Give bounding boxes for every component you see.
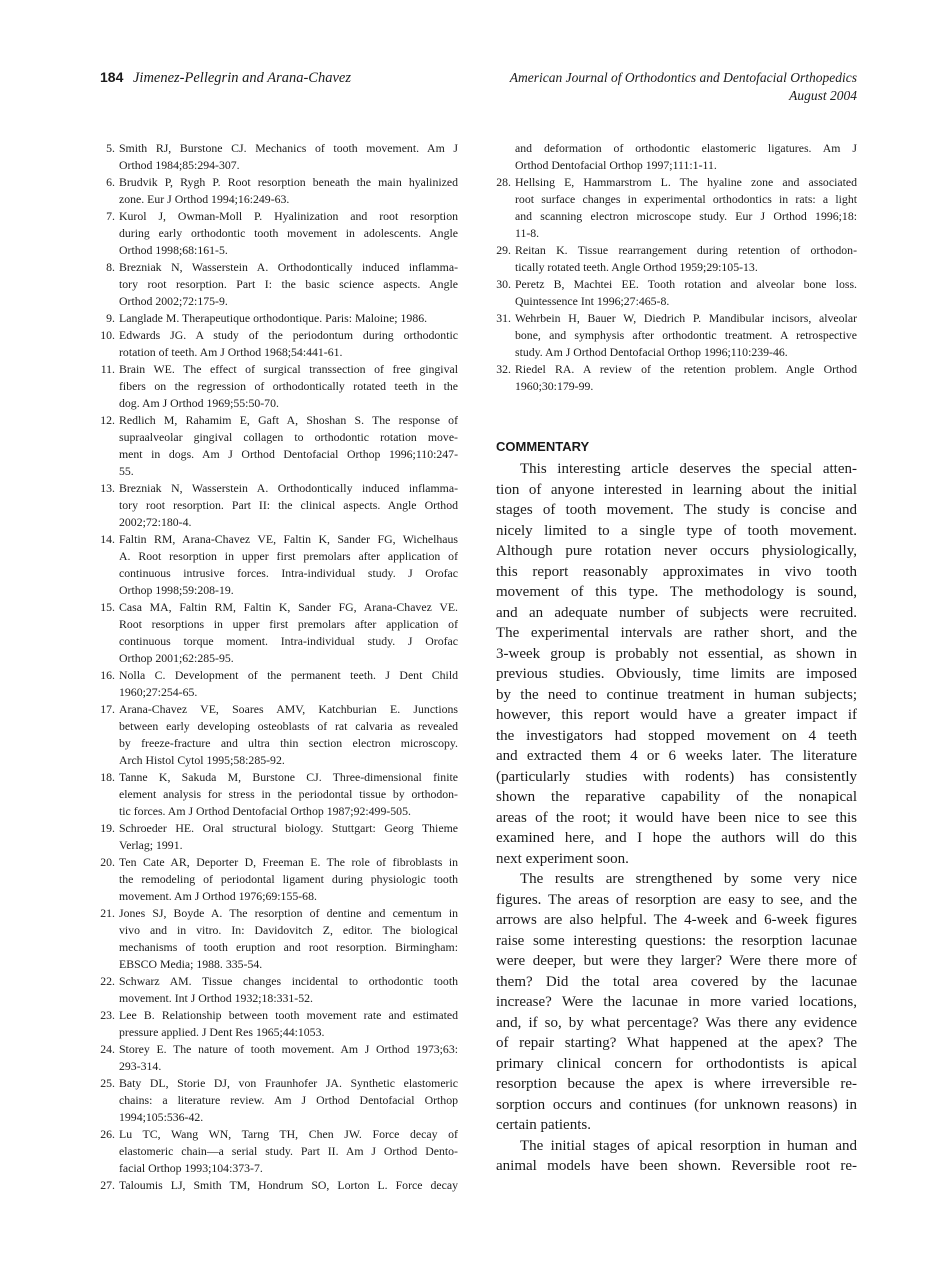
reference-line: 55. (119, 464, 134, 478)
reference-number: 10. (100, 328, 115, 342)
reference-line: A. Root resorption in upper first premolars after application of (119, 549, 458, 563)
reference-line: Schwarz AM. Tissue changes incidental to orthodontic tooth (119, 974, 458, 988)
reference-line: zone. Eur J Orthod 1994;16:249-63. (119, 192, 290, 206)
commentary-paragraph (496, 1136, 857, 1177)
reference-number: 7. (106, 209, 115, 223)
commentary-line: primary clinical concern for orthodontists is apical (496, 1055, 857, 1072)
reference-item (496, 276, 857, 310)
reference-item (100, 208, 458, 259)
reference-line: during early orthodontic tooth movement in adolescents. Angle (119, 226, 458, 240)
commentary-line: examined here, and I hope the authors will do this (496, 830, 857, 846)
reference-item (100, 412, 458, 480)
reference-item (100, 310, 458, 327)
reference-line: Schroeder HE. Oral structural biology. Stuttgart: Georg Thieme (119, 821, 458, 835)
reference-number: 14. (100, 532, 115, 546)
reference-line: Root resorptions in upper first premolars after application of (119, 617, 458, 631)
commentary-heading: COMMENTARY (496, 439, 590, 454)
commentary-line: and an adequate number of subjects were recruited. (496, 604, 857, 621)
reference-number: 18. (100, 770, 115, 784)
commentary-line: nicely limited to a single type of tooth movement. (496, 522, 857, 539)
reference-item (100, 820, 458, 854)
reference-item (100, 973, 458, 1007)
commentary-line: increase? Were the lacunae in more varied locations, (496, 994, 857, 1010)
reference-line: Lee B. Relationship between tooth movement rate and estimated (119, 1008, 458, 1022)
commentary-line: certain patients. (496, 1117, 591, 1133)
reference-number: 22. (100, 974, 115, 988)
commentary-line: previous studies. Obviously, time limits are imposed (496, 666, 857, 682)
reference-line: Wehrbein H, Bauer W, Diedrich P. Mandibular incisors, alveolar (515, 311, 857, 325)
reference-27-continuation (496, 140, 857, 174)
reference-item (100, 701, 458, 769)
commentary-line: were deeper, but were they larger? Were there more of (496, 953, 857, 969)
reference-line: Storey E. The nature of tooth movement. Am J Orthod 1973;63: (119, 1042, 458, 1056)
commentary-line: arrows are also helpful. The 4-week and 6-week figures (496, 912, 857, 928)
reference-number: 26. (100, 1127, 115, 1141)
commentary-line: this report reasonably approximates in vivo tooth (496, 563, 857, 580)
journal-title: American Journal of Orthodontics and Dentofacial Orthopedics (509, 70, 857, 85)
reference-line: Peretz B, Machtei EE. Tooth rotation and alveolar bone loss. (515, 277, 857, 291)
reference-item (496, 361, 857, 395)
reference-line: facial Orthop 1993;104:373-7. (119, 1161, 263, 1175)
reference-number: 13. (100, 481, 115, 495)
reference-line: Orthod 2002;72:175-9. (119, 294, 228, 308)
commentary-line: by the need to continue treatment in human subjects; (496, 686, 857, 703)
reference-line: vivo and in vitro. In: Davidovitch Z, editor. The biological (119, 923, 458, 937)
commentary-line: animal models have been shown. Reversible root re- (496, 1158, 857, 1174)
reference-line: 11-8. (515, 226, 540, 240)
reference-line: Casa MA, Faltin RM, Faltin K, Sander FG, Arana-Chavez VE. (119, 600, 458, 614)
reference-number: 17. (100, 702, 115, 716)
reference-line: Redlich M, Rahamim E, Gaft A, Shoshan S. The response of (119, 413, 458, 427)
commentary-line: sorption occurs and continues (for unknown reasons) in (496, 1096, 857, 1113)
commentary-line: figures. The areas of resorption are easy to see, and the (496, 891, 857, 908)
reference-line: Quintessence Int 1996;27:465-8. (515, 294, 670, 308)
reference-number: 29. (496, 243, 511, 257)
reference-line: pressure applied. J Dent Res 1965;44:1053. (119, 1025, 325, 1039)
reference-line: study. Am J Orthod Dentofacial Orthop 1996;110:239-46. (515, 345, 788, 359)
reference-line: 1994;105:536-42. (119, 1110, 204, 1124)
reference-number: 32. (496, 362, 511, 376)
reference-number: 21. (100, 906, 115, 920)
commentary-line: tion of anyone interested in learning about the initial (496, 481, 857, 498)
reference-line: supraalveolar gingival collagen to orthodontic rotation move- (119, 430, 458, 444)
commentary-line: areas of the root; it would have been nice to see this (496, 809, 857, 826)
reference-line: mechanisms of tooth eruption and root resorption. Birmingham: (119, 940, 458, 954)
reference-line: Faltin RM, Arana-Chavez VE, Faltin K, Sander FG, Wichelhaus (119, 532, 458, 546)
reference-item (100, 854, 458, 905)
reference-number: 9. (106, 311, 115, 325)
reference-line: Brudvik P, Rygh P. Root resorption beneath the main hyalinized (119, 175, 458, 189)
reference-number: 28. (496, 175, 511, 189)
reference-line: Edwards JG. A study of the periodontum during orthodontic (119, 328, 458, 342)
reference-line: Orthod 1984;85:294-307. (119, 158, 240, 172)
reference-item (496, 174, 857, 242)
commentary-line: 3-week group is probably not essential, as shown in (496, 645, 857, 662)
reference-line: continuous intrusive forces. Intra-individual study. J Orofac (119, 566, 458, 580)
reference-number: 20. (100, 855, 115, 869)
commentary-line: raise some interesting questions: the resorption lacunae (496, 932, 857, 949)
reference-item (496, 242, 857, 276)
reference-line: Orthop 1998;59:208-19. (119, 583, 234, 597)
reference-line: tory root resorption. Part I: the basic science aspects. Angle (119, 277, 458, 291)
reference-line: Orthop 2001;62:285-95. (119, 651, 234, 665)
commentary-line: The experimental intervals are rather short, and the (496, 625, 857, 641)
commentary-line: movement of this type. The methodology is sound, (496, 584, 857, 600)
reference-line: Arana-Chavez VE, Soares AMV, Katchburian E. Junctions (119, 702, 458, 716)
reference-item (100, 531, 458, 599)
commentary-line: Although pure rotation never occurs physiologically, (496, 543, 857, 559)
reference-line: element analysis for stress in the periodontal tissue by orthodon- (119, 787, 458, 801)
reference-line: between early developing osteoblasts of rat calvaria as revealed (119, 719, 458, 733)
reference-line: EBSCO Media; 1988. 335-54. (119, 957, 263, 971)
running-header-right (510, 69, 857, 105)
reference-item (100, 667, 458, 701)
references-left-column (100, 140, 458, 1194)
reference-item (100, 599, 458, 667)
commentary-line: This interesting article deserves the special atten- (520, 461, 857, 477)
reference-line: dog. Am J Orthod 1969;55:50-70. (119, 396, 279, 410)
reference-line: Lu TC, Wang WN, Tarng TH, Chen JW. Force decay of (119, 1127, 458, 1141)
commentary-line: next experiment soon. (496, 850, 629, 867)
reference-number: 8. (106, 260, 115, 274)
reference-line: Smith RJ, Burstone CJ. Mechanics of tooth movement. Am J (119, 141, 458, 155)
commentary-line: The initial stages of apical resorption in human and (520, 1137, 857, 1154)
reference-line: Brain WE. The effect of surgical transsection of free gingival (119, 362, 458, 376)
page-number: 184 (100, 69, 124, 85)
commentary-line: stages of tooth movement. The study is concise and (496, 502, 857, 518)
reference-line: bone, and symphysis after orthodontic treatment. A retrospective (515, 328, 857, 342)
commentary-line: of repair starting? What happened at the apex? The (496, 1035, 857, 1051)
reference-number: 19. (100, 821, 115, 835)
commentary-line: The results are strengthened by some very nice (520, 871, 857, 887)
reference-item (100, 1041, 458, 1075)
commentary-line: shown the reparative capability of the nonapical (496, 789, 857, 805)
reference-number: 16. (100, 668, 115, 682)
reference-line: and deformation of orthodontic elastomeric ligatures. Am J (515, 141, 857, 155)
running-head-authors: Jimenez-Pellegrin and Arana-Chavez (132, 70, 351, 86)
reference-line: Kurol J, Owman-Moll P. Hyalinization and root resorption (119, 209, 458, 223)
references-right-column (496, 140, 857, 395)
reference-line: Taloumis LJ, Smith TM, Hondrum SO, Lorton L. Force decay (119, 1178, 458, 1192)
reference-line: 293-314. (119, 1059, 162, 1073)
reference-line: Jones SJ, Boyde A. The resorption of dentine and cementum in (119, 906, 458, 920)
reference-number: 30. (496, 277, 511, 291)
reference-line: 1960;30:179-99. (515, 379, 594, 393)
reference-item (100, 140, 458, 174)
reference-line: elastomeric chain—a serial study. Part II. Am J Orthod Dento- (119, 1144, 458, 1158)
reference-line: tically rotated teeth. Angle Orthod 1959;29:105-13. (515, 260, 758, 274)
reference-line: rotation of teeth. Am J Orthod 1968;54:441-61. (119, 345, 343, 359)
reference-line: ment in dogs. Am J Orthod Dentofacial Orthop 1996;110:247- (119, 447, 458, 461)
reference-number: 24. (100, 1042, 115, 1056)
commentary-line: (particularly studies with rodents) has consistently (496, 768, 857, 785)
reference-line: Tanne K, Sakuda M, Burstone CJ. Three-dimensional finite (119, 770, 458, 784)
reference-item (100, 905, 458, 973)
reference-line: Hellsing E, Hammarstrom L. The hyaline zone and associated (515, 175, 857, 189)
reference-item (496, 310, 857, 361)
reference-item (100, 174, 458, 208)
commentary-line: and extracted them 4 or 6 weeks later. The literature (496, 748, 857, 764)
reference-line: movement. Am J Orthod 1976;69:155-68. (119, 889, 317, 903)
reference-line: tic forces. Am J Orthod Dentofacial Orthop 1987;92:499-505. (119, 804, 411, 818)
reference-number: 15. (100, 600, 115, 614)
reference-line: 2002;72:180-4. (119, 515, 192, 529)
reference-line: tory root resorption. Part II: the clinical aspects. Angle Orthod (119, 498, 458, 512)
reference-line: Verlag; 1991. (119, 838, 183, 852)
reference-line: Orthod Dentofacial Orthop 1997;111:1-11. (515, 158, 717, 172)
commentary-line: and, if so, by what percentage? Was there any evidence (496, 1014, 857, 1031)
reference-line: Baty DL, Storie DJ, von Fraunhofer JA. Synthetic elastomeric (119, 1076, 458, 1090)
reference-line: Brezniak N, Wasserstein A. Orthodontically induced inflamma- (119, 481, 458, 495)
reference-item (100, 1177, 458, 1194)
reference-line: 1960;27:254-65. (119, 685, 198, 699)
reference-line: Orthod 1998;68:161-5. (119, 243, 228, 257)
commentary-paragraph (496, 869, 857, 1136)
reference-item (100, 1075, 458, 1126)
reference-line: Riedel RA. A review of the retention problem. Angle Orthod (515, 362, 857, 376)
reference-line: chains: a literature review. Am J Orthod Dentofacial Orthop (119, 1093, 458, 1107)
reference-number: 12. (100, 413, 115, 427)
running-header-left (100, 69, 351, 87)
reference-item (100, 259, 458, 310)
commentary-paragraph (496, 459, 857, 869)
reference-item (100, 1007, 458, 1041)
reference-line: Langlade M. Therapeutique orthodontique. Paris: Maloine; 1986. (119, 311, 428, 325)
reference-line: Arch Histol Cytol 1995;58:285-92. (119, 753, 285, 767)
commentary-line: resorption because the apex is where irreversible re- (496, 1076, 857, 1092)
reference-line: Nolla C. Development of the permanent teeth. J Dent Child (119, 668, 458, 682)
reference-line: the remodeling of periodontal ligament during physiologic tooth (119, 872, 458, 886)
reference-item (100, 1126, 458, 1177)
reference-number: 31. (496, 311, 511, 325)
commentary-line: however, this report would have a greater impact if (496, 707, 857, 723)
reference-item (100, 769, 458, 820)
commentary-line: the investigators had stopped movement on 4 teeth (496, 727, 857, 744)
reference-line: fibers on the regression of orthodontically rotated teeth in the (119, 379, 458, 393)
reference-item (100, 361, 458, 412)
reference-number: 25. (100, 1076, 115, 1090)
reference-number: 11. (100, 362, 115, 376)
reference-number: 6. (106, 175, 115, 189)
reference-number: 23. (100, 1008, 115, 1022)
reference-line: Ten Cate AR, Deporter D, Freeman E. The role of fibroblasts in (119, 855, 458, 869)
reference-line: root surface changes in experimental orthodontics in rats: a light (515, 192, 857, 206)
reference-line: Reitan K. Tissue rearrangement during retention of orthodon- (515, 243, 857, 257)
reference-line: by freeze-fracture and ultra thin section electron microscopy. (119, 736, 458, 750)
commentary-line: them? Did the total area covered by the lacunae (496, 973, 857, 990)
reference-line: movement. Int J Orthod 1932;18:331-52. (119, 991, 313, 1005)
reference-number: 27. (100, 1178, 115, 1192)
reference-line: continuous torque moment. Intra-individual study. J Orofac (119, 634, 458, 648)
reference-item (100, 327, 458, 361)
reference-line: Brezniak N, Wasserstein A. Orthodontically induced inflamma- (119, 260, 458, 274)
reference-line: and scanning electron microscope study. Eur J Orthod 1996;18: (515, 209, 857, 223)
reference-item (100, 480, 458, 531)
reference-number: 5. (106, 141, 115, 155)
issue-date: August 2004 (789, 88, 857, 103)
commentary-body (496, 459, 857, 1177)
